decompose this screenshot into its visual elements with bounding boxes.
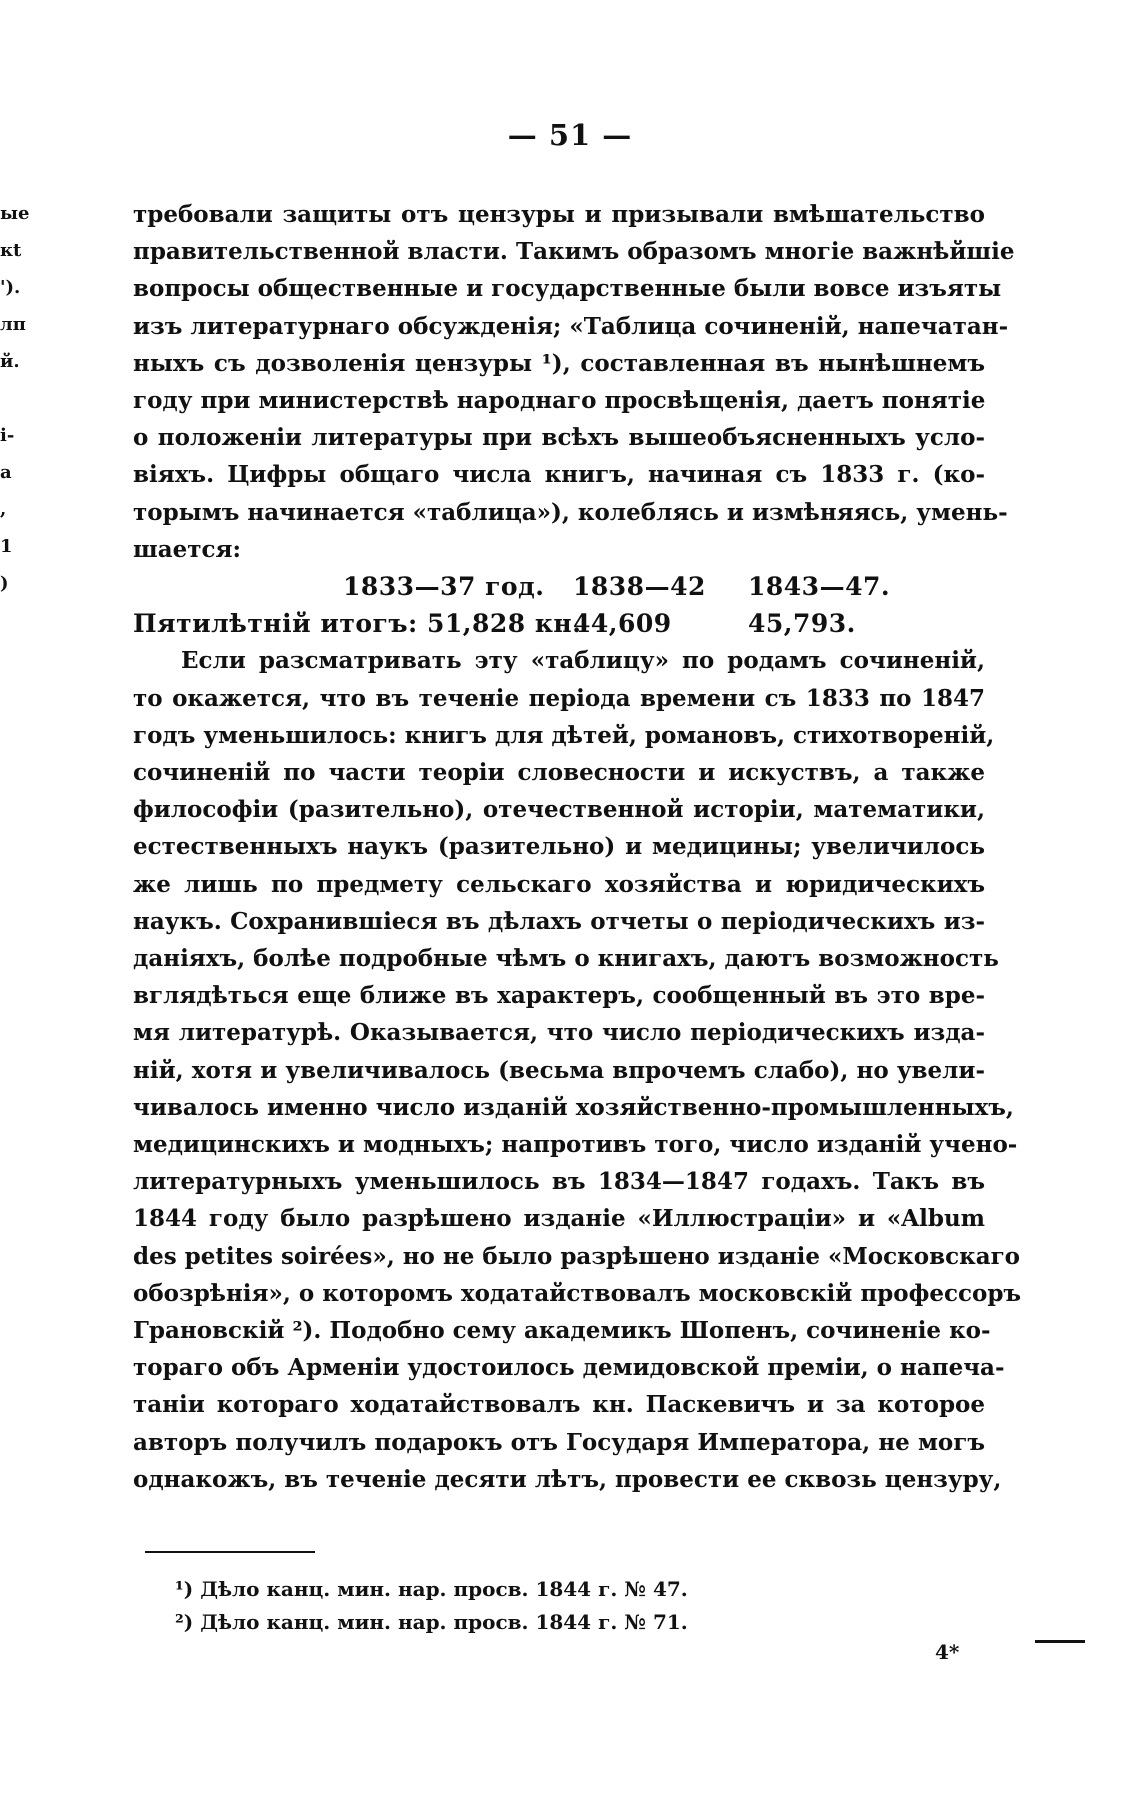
text-line: медицинскихъ и модныхъ; напротивъ того, число изданій учено-	[133, 1131, 1018, 1159]
table-header-3: 1843—47.	[748, 572, 891, 602]
text-line: даніяхъ, болѣе подробные чѣмъ о книгахъ, даютъ возможность	[133, 945, 999, 973]
text-line: таніи котораго ходатайствовалъ кн. Паскевичъ и за которое	[133, 1391, 985, 1419]
text-line: ныхъ съ дозволенія цензуры ¹), составленная въ нынѣшнемъ	[133, 349, 985, 377]
text-line: обозрѣнія», о которомъ ходатайствовалъ московскій профессоръ	[133, 1279, 1022, 1307]
margin-fragment	[0, 381, 30, 418]
text-line: ній, хотя и увеличивалось (весьма впрочемъ слабо), но увели-	[133, 1056, 985, 1084]
margin-fragment: й.	[0, 351, 20, 372]
table-header-1: 1833—37 год.	[343, 572, 545, 602]
text-line: же лишь по предмету сельскаго хозяйства и юридическихъ	[133, 870, 985, 898]
text-line: авторъ получилъ подарокъ отъ Государя Императора, не могъ	[133, 1428, 985, 1456]
table-header-2: 1838—42	[573, 572, 706, 602]
text-line: то окажется, что въ теченіе періода времени съ 1833 по 1847	[133, 684, 985, 712]
text-line: віяхъ. Цифры общаго числа книгъ, начиная съ 1833 г. (ко-	[133, 461, 985, 489]
table-row-label: Пятилѣтній итогъ: 51,828 кн.	[133, 609, 582, 639]
margin-fragment: лп	[0, 314, 26, 335]
paragraph-1	[133, 196, 1015, 568]
text-line: изъ литературнаго обсужденія; «Таблица сочиненій, напечатан-	[133, 312, 1009, 340]
text-line: философіи (разительно), отечественной исторіи, математики,	[133, 796, 985, 824]
text-line: сочиненій по части теоріи словесности и искуствъ, а также	[133, 759, 985, 787]
text-line: 1844 году было разрѣшено изданіе «Иллюстраціи» и «Album	[133, 1205, 985, 1233]
table-header-row	[133, 568, 985, 605]
paragraph-2	[133, 642, 1022, 1498]
footnote-text: Дѣло канц. мин. нар. просв. 1844 г. № 71.	[200, 1610, 688, 1634]
body-text	[133, 196, 1022, 1498]
table-data-row	[133, 605, 985, 642]
text-line: о положеніи литературы при всѣхъ вышеобъясненныхъ усло-	[133, 424, 985, 452]
text-line: тораго объ Арменіи удостоилось демидовской преміи, о напеча-	[133, 1354, 1005, 1382]
text-line: мя литературѣ. Оказывается, что число періодическихъ изда-	[133, 1019, 985, 1047]
margin-fragment: ').	[0, 277, 21, 298]
footnote-mark: ¹)	[175, 1577, 194, 1601]
text-line: Грановскій ²). Подобно сему академикъ Шопенъ, сочиненіе ко-	[133, 1317, 991, 1345]
text-line: шается:	[133, 535, 241, 563]
footnote-text: Дѣло канц. мин. нар. просв. 1844 г. № 47.	[200, 1577, 688, 1601]
stats-table	[133, 568, 985, 642]
signature-mark: 4*	[935, 1640, 960, 1664]
margin-fragment: а	[0, 462, 12, 483]
right-rule	[1035, 1640, 1085, 1643]
text-line: вопросы общественные и государственные были вовсе изъяты	[133, 275, 1002, 303]
page-number: — 51 —	[507, 118, 633, 152]
table-value-2: 45,793.	[748, 609, 856, 639]
margin-fragments	[0, 196, 30, 603]
text-line: году при министерствѣ народнаго просвѣщенія, даетъ понятіе	[133, 387, 986, 415]
margin-fragment: )	[0, 573, 9, 594]
margin-fragment: ,	[0, 499, 7, 520]
text-line: наукъ. Сохранившіеся въ дѣлахъ отчеты о періодическихъ из-	[133, 907, 985, 935]
text-line: требовали защиты отъ цензуры и призывали вмѣшательство	[133, 201, 985, 228]
footnote-1	[175, 1573, 688, 1606]
text-line: Если разсматривать эту «таблицу» по родамъ сочиненій,	[181, 647, 985, 675]
margin-fragment: ые	[0, 203, 30, 224]
margin-fragment: i-	[0, 425, 15, 446]
margin-fragment: 1	[0, 536, 13, 557]
footnotes	[175, 1573, 688, 1639]
text-line: des petites soirées», но не было разрѣшено изданіе «Московскаго	[133, 1242, 1021, 1270]
text-line: однакожъ, въ теченіе десяти лѣтъ, провести ее сквозь цензуру,	[133, 1465, 1002, 1493]
footnote-2	[175, 1606, 688, 1639]
footnote-mark: ²)	[175, 1610, 194, 1634]
text-line: чивалось именно число изданій хозяйственно-промышленныхъ,	[133, 1093, 1014, 1121]
text-line: торымъ начинается «таблица»), колеблясь и измѣняясь, умень-	[133, 498, 1008, 526]
text-line: годъ уменьшилось: книгъ для дѣтей, романовъ, стихотвореній,	[133, 721, 995, 749]
text-line: литературныхъ уменьшилось въ 1834—1847 годахъ. Такъ въ	[133, 1168, 985, 1196]
margin-fragment: кt	[0, 240, 22, 261]
footnote-rule	[145, 1551, 315, 1553]
text-line: естественныхъ наукъ (разительно) и медицины; увеличилось	[133, 833, 985, 861]
text-line: правительственной власти. Такимъ образомъ многіе важнѣйшіе	[133, 238, 1015, 266]
table-value-1: 44,609	[573, 609, 672, 639]
text-line: вглядѣться еще ближе въ характеръ, сообщенный въ это вре-	[133, 982, 985, 1010]
